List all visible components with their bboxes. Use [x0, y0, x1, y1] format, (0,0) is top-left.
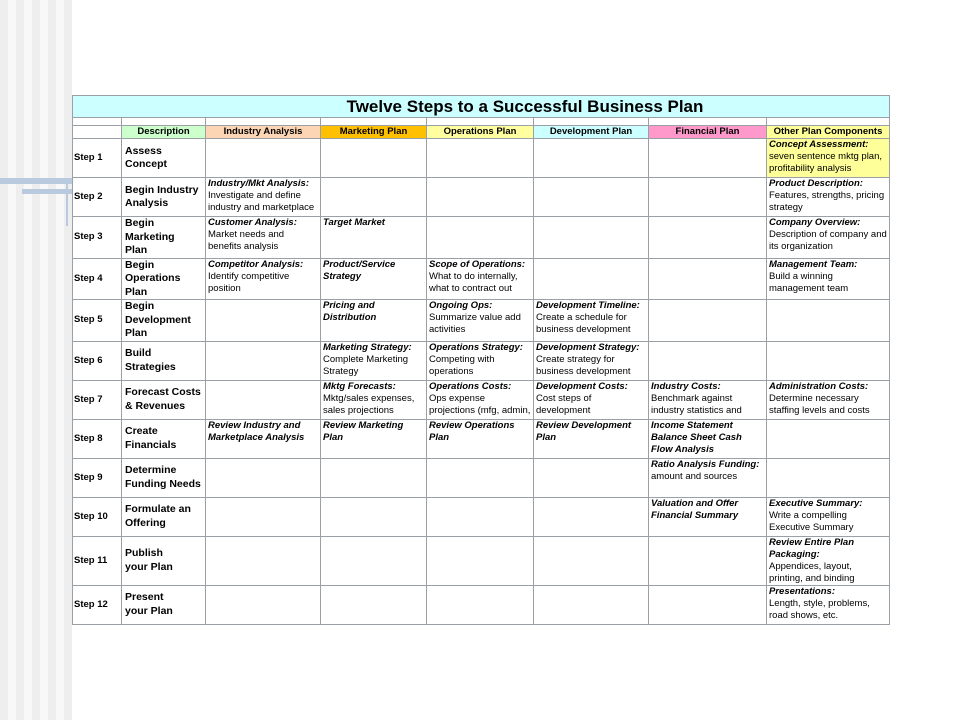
other-cell-text: Build a winning management team: [769, 270, 849, 294]
description-line: Plan: [125, 285, 148, 298]
step-label: Step 8: [73, 419, 122, 458]
cell-marketing: [321, 178, 427, 217]
cell-marketing: [321, 258, 427, 300]
cell-industry: [206, 341, 321, 380]
spacer-cell: [534, 118, 649, 126]
cell-development: [534, 341, 649, 380]
table-row: [73, 497, 890, 536]
cell-industry: [206, 258, 321, 300]
header-marketing-plan: Marketing Plan: [321, 126, 427, 139]
marketing-cell-text: Mktg/sales expenses, sales projections: [323, 392, 415, 416]
table-title: Twelve Steps to a Successful Business Plan: [73, 96, 890, 118]
table-row: [73, 419, 890, 458]
other-cell-heading: Executive Summary:: [769, 497, 863, 509]
description-line: Strategies: [125, 360, 176, 373]
description-line: Present: [125, 591, 164, 603]
cell-financial: [649, 341, 767, 380]
cell-industry: [206, 497, 321, 536]
other-cell-text: Features, strengths, pricing strategy: [769, 190, 885, 213]
cell-industry: [206, 585, 321, 624]
cell-other: [767, 258, 890, 300]
spacer-cell: [427, 118, 534, 126]
financial-cell-text: Benchmark against industry statistics and: [651, 392, 742, 416]
step-description: [122, 536, 206, 585]
header-other-plan-components: Other Plan Components: [767, 126, 890, 139]
cell-development: [534, 300, 649, 342]
cell-financial: [649, 217, 767, 259]
cell-operations: [427, 380, 534, 419]
operations-cell-text: Competing with operations: [429, 353, 495, 377]
industry-cell-text: Investigate and define industry and marketplace: [208, 190, 315, 213]
operations-cell-text: Summarize value add activities: [429, 312, 521, 335]
step-description: [122, 341, 206, 380]
cell-development: [534, 536, 649, 585]
cell-development: [534, 217, 649, 259]
table-row: [73, 217, 890, 259]
financial-cell-heading: Valuation and Offer Financial Summary: [651, 497, 739, 521]
cell-marketing: [321, 458, 427, 497]
other-cell-text: Write a compelling Executive Summary: [769, 509, 854, 533]
description-line: Operations: [125, 272, 181, 284]
spacer-cell: [206, 118, 321, 126]
cell-development: [534, 178, 649, 217]
cell-industry: [206, 178, 321, 217]
description-line: Development: [125, 313, 191, 326]
financial-cell-heading: Income Statement Balance Sheet Cash Flow Analysis: [651, 419, 742, 455]
table-row: [73, 341, 890, 380]
financial-cell-heading: Ratio Analysis Funding:: [651, 458, 760, 470]
marketing-cell-heading: Product/Service Strategy: [323, 258, 396, 282]
marketing-cell-text: Complete Marketing Strategy: [323, 353, 409, 377]
cell-other: [767, 585, 890, 624]
cell-operations: [427, 139, 534, 178]
step-description: [122, 458, 206, 497]
other-cell-text: Appendices, layout, printing, and binding: [769, 560, 855, 584]
industry-cell-heading: Competitor Analysis:: [208, 258, 304, 270]
spacer-cell: [767, 118, 890, 126]
step-description: [122, 217, 206, 259]
cell-operations: [427, 178, 534, 217]
marketing-cell-heading: Marketing Strategy:: [323, 341, 412, 353]
cell-other: [767, 341, 890, 380]
industry-cell-text: Market needs and benefits analysis: [208, 229, 285, 252]
cell-industry: [206, 217, 321, 259]
development-cell-heading: Development Timeline:: [536, 300, 640, 311]
industry-cell-heading: Review Industry and Marketplace Analysis: [208, 419, 305, 443]
header-blank: [73, 126, 122, 139]
cell-development: [534, 419, 649, 458]
table-row: [73, 178, 890, 217]
step-label: Step 3: [73, 217, 122, 259]
other-cell-text: seven sentence mktg plan, profitability analysis: [769, 151, 883, 174]
step-label: Step 9: [73, 458, 122, 497]
step-label: Step 5: [73, 300, 122, 342]
decorative-bar: [22, 189, 72, 194]
table-row: [73, 585, 890, 624]
cell-marketing: [321, 217, 427, 259]
spacer-cell: [649, 118, 767, 126]
cell-financial: [649, 139, 767, 178]
step-label: Step 2: [73, 178, 122, 217]
description-line: your Plan: [125, 604, 173, 617]
other-cell-text: Determine necessary staffing levels and costs: [769, 392, 870, 416]
step-description: [122, 178, 206, 217]
step-label: Step 12: [73, 585, 122, 624]
development-cell-text: Create a schedule for business development: [536, 312, 631, 335]
description-line: Assess: [125, 144, 162, 157]
cell-other: [767, 300, 890, 342]
step-label: Step 6: [73, 341, 122, 380]
development-cell-text: Create strategy for business development: [536, 353, 631, 377]
cell-industry: [206, 139, 321, 178]
operations-cell-heading: Review Operations Plan: [429, 419, 515, 443]
financial-cell-text: amount and sources: [651, 470, 738, 482]
description-line: Concept: [125, 158, 167, 170]
description-line: Begin: [125, 300, 155, 312]
cell-marketing: [321, 419, 427, 458]
cell-financial: [649, 380, 767, 419]
description-line: Plan: [125, 327, 148, 339]
cell-marketing: [321, 139, 427, 178]
description-line: Determine: [125, 464, 177, 476]
spacer-cell: [122, 118, 206, 126]
financial-cell-heading: Industry Costs:: [651, 380, 721, 392]
step-label: Step 11: [73, 536, 122, 585]
cell-development: [534, 258, 649, 300]
cell-financial: [649, 458, 767, 497]
table-row: [73, 139, 890, 178]
description-line: Begin: [125, 258, 155, 271]
operations-cell-heading: Scope of Operations:: [429, 258, 526, 270]
operations-cell-text: Ops expense projections (mfg, admin,: [429, 392, 531, 416]
decorative-bar: [0, 178, 72, 184]
step-description: [122, 497, 206, 536]
cell-marketing: [321, 536, 427, 585]
header-row: [73, 126, 890, 139]
description-line: Begin Industry: [125, 183, 199, 196]
cell-financial: [649, 178, 767, 217]
cell-marketing: [321, 300, 427, 342]
cell-development: [534, 380, 649, 419]
cell-operations: [427, 536, 534, 585]
step-label: Step 10: [73, 497, 122, 536]
other-cell-heading: Product Description:: [769, 178, 863, 189]
title-row: [73, 96, 890, 118]
table-row: [73, 536, 890, 585]
industry-cell-heading: Customer Analysis:: [208, 217, 297, 228]
operations-cell-heading: Operations Costs:: [429, 380, 512, 392]
cell-financial: [649, 258, 767, 300]
cell-operations: [427, 458, 534, 497]
cell-development: [534, 139, 649, 178]
cell-other: [767, 536, 890, 585]
description-line: Create: [125, 425, 158, 437]
other-cell-heading: Review Entire Plan Packaging:: [769, 536, 855, 560]
description-line: Publish: [125, 547, 163, 559]
cell-other: [767, 217, 890, 259]
description-line: Formulate an: [125, 503, 191, 515]
cell-marketing: [321, 341, 427, 380]
step-label: Step 1: [73, 139, 122, 178]
decorative-line: [66, 178, 68, 226]
other-cell-heading: Presentations:: [769, 585, 835, 597]
cell-operations: [427, 419, 534, 458]
step-description: [122, 139, 206, 178]
table-row: [73, 380, 890, 419]
description-line: Build: [125, 347, 152, 359]
spacer-cell: [321, 118, 427, 126]
cell-development: [534, 458, 649, 497]
cell-industry: [206, 536, 321, 585]
development-cell-heading: Development Strategy:: [536, 341, 640, 353]
marketing-cell-heading: Target Market: [323, 217, 385, 228]
cell-other: [767, 497, 890, 536]
step-label: Step 4: [73, 258, 122, 300]
header-financial-plan: Financial Plan: [649, 126, 767, 139]
table-row: [73, 258, 890, 300]
other-cell-heading: Company Overview:: [769, 217, 861, 228]
cell-operations: [427, 341, 534, 380]
description-line: Analysis: [125, 197, 169, 209]
operations-cell-text: What to do internally, what to contract out: [429, 270, 518, 294]
cell-industry: [206, 458, 321, 497]
cell-operations: [427, 585, 534, 624]
cell-marketing: [321, 380, 427, 419]
cell-other: [767, 380, 890, 419]
cell-other: [767, 419, 890, 458]
description-line: your Plan: [125, 560, 173, 573]
industry-cell-heading: Industry/Mkt Analysis:: [208, 178, 310, 189]
step-description: [122, 300, 206, 342]
industry-cell-text: Identify competitive position: [208, 270, 290, 294]
cell-industry: [206, 419, 321, 458]
marketing-cell-heading: Mktg Forecasts:: [323, 380, 396, 392]
cell-other: [767, 139, 890, 178]
table-row: [73, 300, 890, 342]
cell-other: [767, 178, 890, 217]
step-description: [122, 258, 206, 300]
cell-financial: [649, 536, 767, 585]
other-cell-text: Description of company and its organization: [769, 229, 887, 252]
other-cell-heading: Management Team:: [769, 258, 858, 270]
step-description: [122, 585, 206, 624]
description-line: Begin: [125, 217, 155, 229]
cell-development: [534, 585, 649, 624]
description-line: Plan: [125, 244, 148, 256]
cell-operations: [427, 300, 534, 342]
step-description: [122, 380, 206, 419]
cell-financial: [649, 585, 767, 624]
other-cell-text: Length, style, problems, road shows, etc.: [769, 597, 870, 621]
cell-operations: [427, 497, 534, 536]
spacer-row: [73, 118, 890, 126]
spacer-cell: [73, 118, 122, 126]
cell-development: [534, 497, 649, 536]
cell-financial: [649, 497, 767, 536]
description-line: Funding Needs: [125, 477, 201, 490]
business-plan-table: [72, 95, 890, 625]
step-label: Step 7: [73, 380, 122, 419]
header-description: Description: [122, 126, 206, 139]
development-cell-text: Cost steps of development: [536, 392, 592, 416]
cell-marketing: [321, 497, 427, 536]
description-line: Forecast Costs: [125, 386, 201, 398]
cell-industry: [206, 300, 321, 342]
operations-cell-heading: Ongoing Ops:: [429, 300, 493, 311]
step-description: [122, 419, 206, 458]
description-line: Offering: [125, 516, 166, 529]
development-cell-heading: Review Development Plan: [536, 419, 632, 443]
cell-other: [767, 458, 890, 497]
description-line: & Revenues: [125, 399, 186, 412]
marketing-cell-heading: Review Marketing Plan: [323, 419, 404, 443]
cell-financial: [649, 419, 767, 458]
cell-operations: [427, 258, 534, 300]
cell-financial: [649, 300, 767, 342]
header-development-plan: Development Plan: [534, 126, 649, 139]
marketing-cell-heading: Pricing and Distribution: [323, 300, 377, 323]
operations-cell-heading: Operations Strategy:: [429, 341, 523, 353]
other-cell-heading: Administration Costs:: [769, 380, 869, 392]
description-line: Marketing: [125, 230, 175, 243]
header-industry-analysis: Industry Analysis: [206, 126, 321, 139]
header-operations-plan: Operations Plan: [427, 126, 534, 139]
cell-industry: [206, 380, 321, 419]
other-cell-heading: Concept Assessment:: [769, 139, 869, 150]
development-cell-heading: Development Costs:: [536, 380, 628, 392]
description-line: Financials: [125, 438, 177, 451]
cell-marketing: [321, 585, 427, 624]
table-row: [73, 458, 890, 497]
cell-operations: [427, 217, 534, 259]
